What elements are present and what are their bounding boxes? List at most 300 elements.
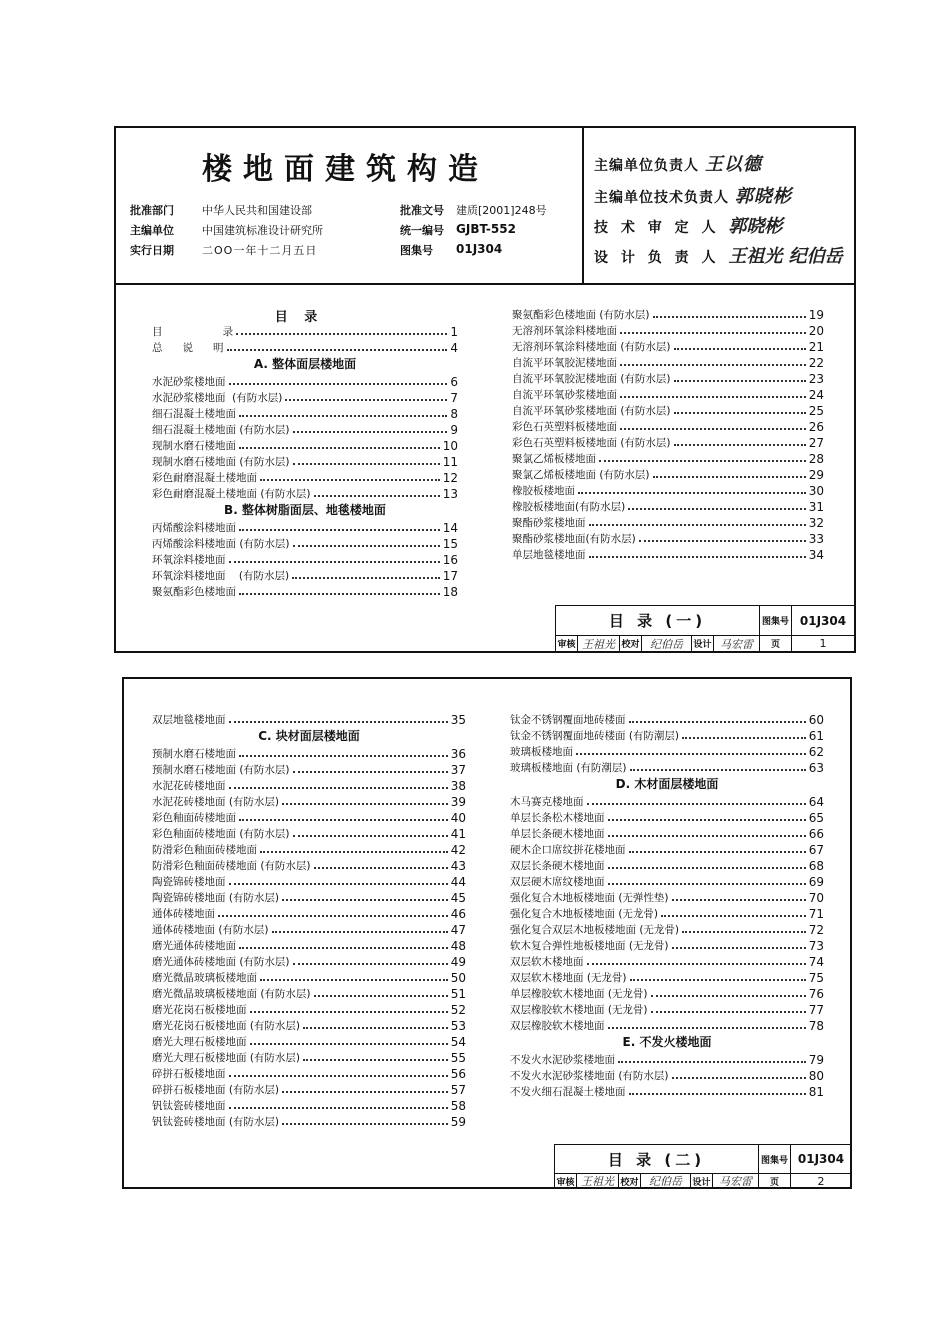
dot-leader [314,867,448,869]
dot-leader [576,753,806,755]
toc-entry-title: 自流平环氧胶泥楼地面 [512,357,617,369]
toc-entry [512,402,824,418]
review-signature: 王祖光 [578,636,620,651]
toc-entry-title: 聚氨酯彩色楼地面 (有防水层) [512,309,650,321]
toc-entry [152,711,466,727]
toc-entry-page: 64 [808,795,824,809]
meta-row-1 [130,202,570,218]
toc-entry-title: 单层长条松木楼地面 [510,812,605,824]
toc-entry-page: 33 [808,532,824,546]
toc-entry-title: 钒钛瓷砖楼地面 (有防水层) [152,1116,280,1128]
title-block [555,605,856,653]
toc-entry [152,793,466,809]
toc-entry-title: 彩色石英塑料板楼地面 [512,421,617,433]
toc-column-left [152,323,458,599]
toc-entry-page: 77 [808,1003,824,1017]
toc-entry [152,1049,466,1065]
toc-entry-page: 60 [808,713,824,727]
toc-entry-title: 双层长条硬木楼地面 [510,860,605,872]
toc-entry-page: 72 [808,923,824,937]
toc-entry [152,857,466,873]
toc-entry-page: 80 [808,1069,824,1083]
toc-entry [512,386,824,402]
toc-entry-title: 目 录 [152,326,234,338]
resp-label: 主编单位负责人 [594,158,699,174]
resp-label: 设 计 负 责 人 [594,250,720,266]
toc-section-heading: C. 块材面层楼地面 [258,729,360,743]
approval-doc-label: 批准文号 [400,204,444,217]
toc-entry-title: 细石混凝土楼地面 (有防水层) [152,424,290,436]
toc-entry-title: 双层橡胶软木楼地面 [510,1020,605,1032]
resp-row-3 [594,212,782,238]
toc-entry-page: 20 [808,324,824,338]
toc-entry-page: 15 [442,537,458,551]
dot-leader [608,883,806,885]
toc-entry-page: 81 [808,1085,824,1099]
toc-entry-page: 36 [450,747,466,761]
toc-entry [512,418,824,434]
toc-entry-title: 强化复合双层木地板楼地面 (无龙骨) [510,924,680,936]
toc-entry-title: 玻璃板楼地面 [510,746,573,758]
toc-entry-title: 彩色耐磨混凝土楼地面 [152,472,257,484]
dot-leader [682,737,806,739]
toc-entry [152,339,458,355]
dot-leader [239,755,448,757]
dot-leader [218,915,448,917]
toc-entry [152,953,466,969]
drawing-name: 目 录 (二) [555,1145,759,1174]
toc-entry [510,1001,824,1017]
dot-leader [672,1077,806,1079]
toc-entry [152,1097,466,1113]
toc-entry-page: 56 [450,1067,466,1081]
toc-entry-title: 水泥花砖楼地面 (有防水层) [152,796,280,808]
toc-entry [152,323,458,339]
toc-entry-page: 41 [450,827,466,841]
toc-entry-title: 无溶剂环氧涂料楼地面 (有防水层) [512,341,671,353]
toc-entry-title: 强化复合木地板楼地面 (无弹性垫) [510,892,669,904]
toc-heading: 目 录 [274,310,324,325]
toc-entry [152,567,458,583]
dot-leader [239,819,448,821]
toc-entry-page: 40 [450,811,466,825]
dot-leader [589,524,806,526]
toc-entry-title: 无溶剂环氧涂料楼地面 [512,325,617,337]
toc-entry [512,354,824,370]
effective-date: 二OO一年十二月五日 [202,244,318,257]
toc-entry-page: 66 [808,827,824,841]
toc-entry-page: 8 [450,407,458,421]
toc-entry-page: 43 [450,859,466,873]
toc-entry [152,889,466,905]
toc-entry-page: 45 [450,891,466,905]
dot-leader [260,851,448,853]
toc-entry-page: 18 [442,585,458,599]
page-number: 1 [819,637,827,650]
toc-entry-title: 通体砖楼地面 (有防水层) [152,924,269,936]
toc-entry-title: 软木复合弹性地板楼地面 (无龙骨) [510,940,669,952]
toc-entry-title: 水泥砂浆楼地面 [152,376,226,388]
dot-leader [672,947,806,949]
unified-no-label: 统一编号 [400,224,444,237]
dot-leader [239,529,440,531]
dot-leader [672,899,806,901]
toc-entry [512,498,824,514]
toc-entry [152,921,466,937]
toc-entry-title: 磨光通体砖楼地面 [152,940,236,952]
toc-entry-page: 75 [808,971,824,985]
toc-entry [510,921,824,937]
dot-leader [620,364,806,366]
atlas-title: 楼地面建筑构造 [202,152,489,187]
toc-entry-page: 48 [450,939,466,953]
toc-entry-page: 69 [808,875,824,889]
toc-entry-title: 水泥花砖楼地面 [152,780,226,792]
resp-row-4 [594,242,843,268]
dot-leader [293,463,440,465]
toc-entry [152,389,458,405]
toc-entry [152,937,466,953]
dot-leader [629,721,806,723]
toc-entry-title: 磨光微晶玻璃板楼地面 [152,972,257,984]
dot-leader [239,593,440,595]
dot-leader [260,979,448,981]
toc-entry-page: 58 [450,1099,466,1113]
toc-entry-page: 53 [450,1019,466,1033]
toc-entry-page: 70 [808,891,824,905]
toc-entry-title: 总 说 明 [152,342,224,354]
toc-entry-title: 水泥砂浆楼地面 (有防水层) [152,392,283,404]
toc-entry [152,373,458,389]
dot-leader [239,415,447,417]
dot-leader [260,479,440,481]
dot-leader [282,899,448,901]
dot-leader [229,883,448,885]
dot-leader [653,476,806,478]
toc-entry-title: 彩色耐磨混凝土楼地面 (有防水层) [152,488,311,500]
dot-leader [303,1059,448,1061]
toc-entry-title: 自流平环氧砂浆楼地面 [512,389,617,401]
dot-leader [682,931,806,933]
toc-section-heading: B. 整体树脂面层、地毯楼地面 [224,503,386,517]
toc-entry-title: 单层长条硬木楼地面 [510,828,605,840]
dot-leader [674,380,806,382]
toc-entry-page: 50 [450,971,466,985]
toc-entry [510,873,824,889]
toc-entry-title: 橡胶板楼地面 [512,485,575,497]
toc-entry [152,421,458,437]
signature: 郭晓彬 [728,216,783,237]
dot-leader [314,495,440,497]
toc-entry-title: 丙烯酸涂料楼地面 (有防水层) [152,538,290,550]
dot-leader [293,545,440,547]
dot-leader [236,333,447,335]
toc-entry [512,482,824,498]
toc-entry-title: 环氧涂料楼地面 [152,554,226,566]
toc-entry [510,889,824,905]
toc-entry-page: 38 [450,779,466,793]
toc-entry [152,1065,466,1081]
toc-entry-title: 聚酯砂浆楼地面 [512,517,586,529]
toc-entry-page: 1 [450,325,458,339]
dot-leader [293,771,448,773]
toc-entry-title: 自流平环氧砂浆楼地面 (有防水层) [512,405,671,417]
toc-entry [512,322,824,338]
toc-entry-page: 6 [450,375,458,389]
toc-entry-page: 7 [450,391,458,405]
approval-doc: 建质[2001]248号 [456,204,547,217]
meta-row-2 [130,222,570,238]
toc-entry-title: 防滑彩色釉面砖楼地面 (有防水层) [152,860,311,872]
toc-entry-title: 防滑彩色釉面砖楼地面 [152,844,257,856]
toc-entry-page: 22 [808,356,824,370]
dot-leader [608,819,806,821]
design-signature: 马宏雷 [714,636,760,651]
dot-leader [674,412,806,414]
toc-entry-page: 25 [808,404,824,418]
toc-entry-page: 9 [450,423,458,437]
dot-leader [630,769,806,771]
dot-leader [314,995,448,997]
dot-leader [282,1123,448,1125]
toc-entry [152,453,458,469]
review-signature: 王祖光 [577,1174,619,1188]
toc-entry-page: 76 [808,987,824,1001]
atlas-no: 01J304 [791,1145,851,1174]
dot-leader [229,721,448,723]
toc-entry-title: 预制水磨石楼地面 (有防水层) [152,764,290,776]
toc-entry [152,873,466,889]
toc-entry-title: 陶瓷锦砖楼地面 [152,876,226,888]
toc-entry-title: 细石混凝土楼地面 [152,408,236,420]
toc-entry-title: 磨光大理石板楼地面 [152,1036,247,1048]
dot-leader [293,431,448,433]
toc-entry-title: 双层硬木席纹楼地面 [510,876,605,888]
toc-entry-title: 双层地毯楼地面 [152,714,226,726]
toc-entry-title: 现制水磨石楼地面 (有防水层) [152,456,290,468]
toc-entry [152,1113,466,1129]
toc-entry [152,809,466,825]
dot-leader [618,1061,806,1063]
toc-entry [152,437,458,453]
toc-entry-page: 42 [450,843,466,857]
toc-entry-page: 34 [808,548,824,562]
toc-entry-title: 磨光大理石板楼地面 (有防水层) [152,1052,301,1064]
toc-entry-title: 磨光通体砖楼地面 (有防水层) [152,956,290,968]
dot-leader [229,1075,448,1077]
toc-entry-page: 28 [808,452,824,466]
toc-entry [152,485,458,501]
dot-leader [229,787,448,789]
dot-leader [628,508,806,510]
toc-entry-title: 陶瓷锦砖楼地面 (有防水层) [152,892,280,904]
toc-entry-title: 玻璃板楼地面 (有防潮层) [510,762,627,774]
toc-entry-page: 12 [442,471,458,485]
dot-leader [608,835,806,837]
toc-entry-page: 26 [808,420,824,434]
dot-leader [587,803,806,805]
editor-unit-label: 主编单位 [130,224,174,237]
header-divider [116,283,854,285]
toc-entry-page: 61 [808,729,824,743]
toc-entry [152,825,466,841]
dot-leader [674,444,806,446]
toc-entry-title: 通体砖楼地面 [152,908,215,920]
toc-entry [510,825,824,841]
toc-entry [512,306,824,322]
toc-entry-title: 不发火水泥砂浆楼地面 (有防水层) [510,1070,669,1082]
toc-entry-page: 17 [442,569,458,583]
toc-entry-page: 55 [450,1051,466,1065]
atlas-no: 01J304 [792,606,854,636]
toc-entry-page: 23 [808,372,824,386]
toc-entry-title: 磨光花岗石板楼地面 (有防水层) [152,1020,301,1032]
toc-entry-title: 硬木企口席纹拼花楼地面 [510,844,626,856]
toc-entry-title: 聚酯砂浆楼地面(有防水层) [512,533,636,545]
toc-entry [510,905,824,921]
dot-leader [578,492,806,494]
toc-entry-page: 78 [808,1019,824,1033]
toc-entry-page: 46 [450,907,466,921]
toc-entry [512,338,824,354]
toc-entry [510,1017,824,1033]
dot-leader [587,963,806,965]
toc-entry-page: 73 [808,939,824,953]
header-vertical-divider [582,128,584,283]
toc-entry-title: 聚氯乙烯板楼地面 (有防水层) [512,469,650,481]
toc-entry-page: 74 [808,955,824,969]
toc-entry [152,405,458,421]
toc-entry-title: 彩色釉面砖楼地面 (有防水层) [152,828,290,840]
toc-entry [512,546,824,562]
toc-entry-title: 不发火细石混凝土楼地面 [510,1086,626,1098]
toc-entry-title: 现制水磨石楼地面 [152,440,236,452]
toc-entry-title: 环氧涂料楼地面 (有防水层) [152,570,290,582]
toc-section-heading: A. 整体面层楼地面 [253,357,357,371]
dot-leader [608,867,806,869]
dot-leader [292,577,440,579]
toc-entry [152,1081,466,1097]
page-number: 2 [817,1174,825,1188]
toc-entry-page: 59 [450,1115,466,1129]
dot-leader [293,963,448,965]
dot-leader [630,979,806,981]
toc-entry-page: 63 [808,761,824,775]
dot-leader [620,332,806,334]
design-label: 设计 [692,636,714,651]
toc-entry-page: 47 [450,923,466,937]
toc-entry-title: 单层橡胶软木楼地面 (无龙骨) [510,988,648,1000]
toc-entry [510,937,824,953]
dot-leader [674,348,806,350]
toc-column-right [510,711,824,1099]
toc-entry [152,535,458,551]
toc-entry-title: 聚氨酯彩色楼地面 [152,586,236,598]
toc-entry-page: 24 [808,388,824,402]
toc-entry-page: 21 [808,340,824,354]
toc-entry-title: 碎拼石板楼地面 [152,1068,226,1080]
toc-entry-page: 19 [808,308,824,322]
dot-leader [651,995,806,997]
toc-entry-page: 11 [442,455,458,469]
check-signature: 纪伯岳 [641,1174,691,1188]
toc-entry-title: 钛金不锈钢覆面地砖楼面 [510,714,626,726]
dot-leader [239,447,440,449]
check-signature: 纪伯岳 [642,636,692,651]
toc-entry [152,761,466,777]
toc-entry-title: 钒钛瓷砖楼地面 [152,1100,226,1112]
toc-entry [152,841,466,857]
dot-leader [661,915,806,917]
toc-entry-page: 14 [442,521,458,535]
toc-entry-title: 单层地毯楼地面 [512,549,586,561]
unified-no: GJBT-552 [456,222,516,236]
toc-entry-page: 32 [808,516,824,530]
toc-entry [510,759,824,775]
sheet-2 [122,677,852,1189]
toc-entry-title: 磨光花岗石板楼地面 [152,1004,247,1016]
toc-entry [152,1017,466,1033]
atlas-no-label: 图集号 [760,606,792,636]
toc-entry-page: 49 [450,955,466,969]
review-label: 审核 [556,636,578,651]
toc-entry [152,583,458,599]
title-block [554,1144,852,1189]
toc-column-right [512,306,824,562]
toc-entry-page: 29 [808,468,824,482]
editor-unit: 中国建筑标准设计研究所 [202,224,323,237]
toc-section-heading: E. 不发火楼地面 [622,1035,712,1049]
toc-entry-title: 预制水磨石楼地面 [152,748,236,760]
toc-entry-title: 双层软木楼地面 [510,956,584,968]
toc-entry-title: 聚氯乙烯板楼地面 [512,453,596,465]
toc-entry [510,985,824,1001]
toc-entry [152,519,458,535]
toc-entry-title: 双层橡胶软木楼地面 (无龙骨) [510,1004,648,1016]
toc-section-heading: D. 木材面层楼地面 [615,777,719,791]
toc-entry [510,727,824,743]
atlas-no: 01J304 [456,242,503,256]
toc-entry-title: 木马赛克楼地面 [510,796,584,808]
toc-entry-page: 54 [450,1035,466,1049]
page-label: 页 [760,636,792,651]
dot-leader [589,556,806,558]
dot-leader [229,561,440,563]
toc-entry [510,841,824,857]
dot-leader [285,399,447,401]
toc-entry [152,905,466,921]
dot-leader [250,1043,448,1045]
toc-entry-page: 52 [450,1003,466,1017]
toc-entry [152,969,466,985]
toc-entry-page: 35 [450,713,466,727]
toc-entry [510,809,824,825]
toc-entry-page: 71 [808,907,824,921]
toc-entry-page: 62 [808,745,824,759]
atlas-no-label: 图集号 [400,244,433,257]
dot-leader [620,396,806,398]
toc-entry-title: 磨光微晶玻璃板楼地面 (有防水层) [152,988,311,1000]
toc-entry-page: 39 [450,795,466,809]
dot-leader [653,316,806,318]
check-label: 校对 [620,636,642,651]
toc-entry-page: 13 [442,487,458,501]
dot-leader [229,383,448,385]
dot-leader [250,1011,448,1013]
toc-entry [152,1001,466,1017]
approval-dept: 中华人民共和国建设部 [202,204,312,217]
dot-leader [229,1107,448,1109]
